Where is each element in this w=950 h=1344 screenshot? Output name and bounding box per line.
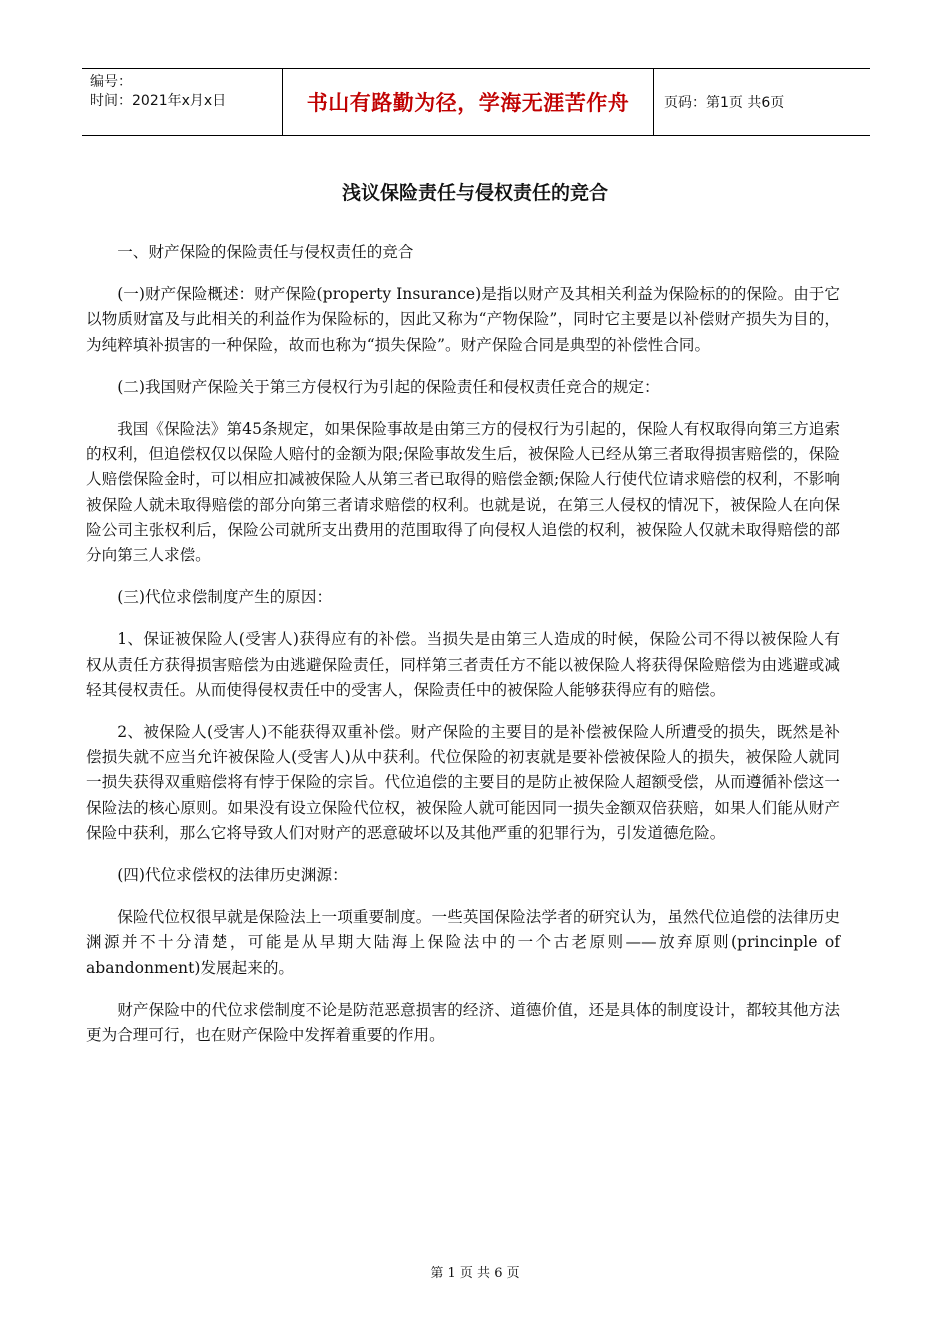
document-time-label: 时间：2021年x月x日 <box>90 93 227 109</box>
header-motto: 书山有路勤为径，学海无涯苦作舟 <box>282 69 654 135</box>
header-table <box>82 68 870 136</box>
paragraph-insurance-law-article-45: 我国《保险法》第45条规定，如果保险事故是由第三方的侵权行为引起的，保险人有权取得向第三方追索的权利，但追偿权仅以保险人赔付的金额为限;保险事故发生后，被保险人已经从第三者取得损害赔偿的，保险人赔偿保险金时，可以相应扣减被保险人从第三者已取得的赔偿金额;保险人行使代位请求赔偿的权利，不影响被保险人就未取得赔偿的部分向第三者请求赔偿的权利。也就是说，在第三人侵权的情况下，被保险人在向保险公司主张权利后，保险公司就所支出费用的范围取得了向侵权人追偿的权利，被保险人仅就未取得赔偿的部分向第三人求偿。 <box>86 420 840 565</box>
document-body <box>86 240 840 1065</box>
subheading-3: (三)代位求偿制度产生的原因： <box>117 588 333 607</box>
paragraph-reason-1: 1、保证被保险人(受害人)获得应有的补偿。当损失是由第三人造成的时候，保险公司不得以被保险人有权从责任方获得损害赔偿为由逃避保险责任，同样第三者责任方不能以被保险人将获得保险赔偿为由逃避或减轻其侵权责任。从而使得侵权责任中的受害人，保险责任中的被保险人能够获得应有的赔偿。 <box>86 630 840 699</box>
header-page-info: 页码：第1页 共6页 <box>664 95 785 111</box>
subheading-2: (二)我国财产保险关于第三方侵权行为引起的保险责任和侵权责任竞合的规定： <box>117 377 660 396</box>
paragraph-conclusion: 财产保险中的代位求偿制度不论是防范恶意损害的经济、道德价值，还是具体的制度设计，都较其他方法更为合理可行，也在财产保险中发挥着重要的作用。 <box>86 1000 840 1045</box>
paragraph-property-insurance-overview: (一)财产保险概述：财产保险(property Insurance)是指以财产及其相关利益为保险标的的保险。由于它以物质财富及与此相关的利益作为保险标的，因此又称为“产物保险”，同时它主要是以补偿财产损失为目的，为纯粹填补损害的一种保险，故而也称为“损失保险”。财产保险合同是典型的补偿性合同。 <box>86 285 840 354</box>
section-heading-1: 一、财产保险的保险责任与侵权责任的竞合 <box>117 243 414 261</box>
paragraph-reason-2: 2、被保险人(受害人)不能获得双重补偿。财产保险的主要目的是补偿被保险人所遭受的损失，既然是补偿损失就不应当允许被保险人(受害人)从中获利。代位保险的初衷就是要补偿被保险人的损失，被保险人就同一损失获得双重赔偿将有悖于保险的宗旨。代位追偿的主要目的是防止被保险人超额受偿，从而遵循补偿这一保险法的核心原则。如果没有设立保险代位权，被保险人就可能因同一损失金额双倍获赔，如果人们能从财产保险中获利，那么它将导致人们对财产的恶意破坏以及其他严重的犯罪行为，引发道德危险。 <box>86 723 840 842</box>
document-number-label: 编号： <box>90 74 132 90</box>
header-meta <box>82 69 282 135</box>
paragraph-history: 保险代位权很早就是保险法上一项重要制度。一些英国保险法学者的研究认为，虽然代位追偿的法律历史渊源并不十分清楚，可能是从早期大陆海上保险法中的一个古老原则——放弃原则(princinple of abandonment)发展起来的。 <box>86 908 840 977</box>
subheading-4: (四)代位求偿权的法律历史渊源： <box>117 866 348 885</box>
page-footer: 第 1 页 共 6 页 <box>430 1266 520 1281</box>
document-title: 浅议保险责任与侵权责任的竞合 <box>341 182 608 204</box>
